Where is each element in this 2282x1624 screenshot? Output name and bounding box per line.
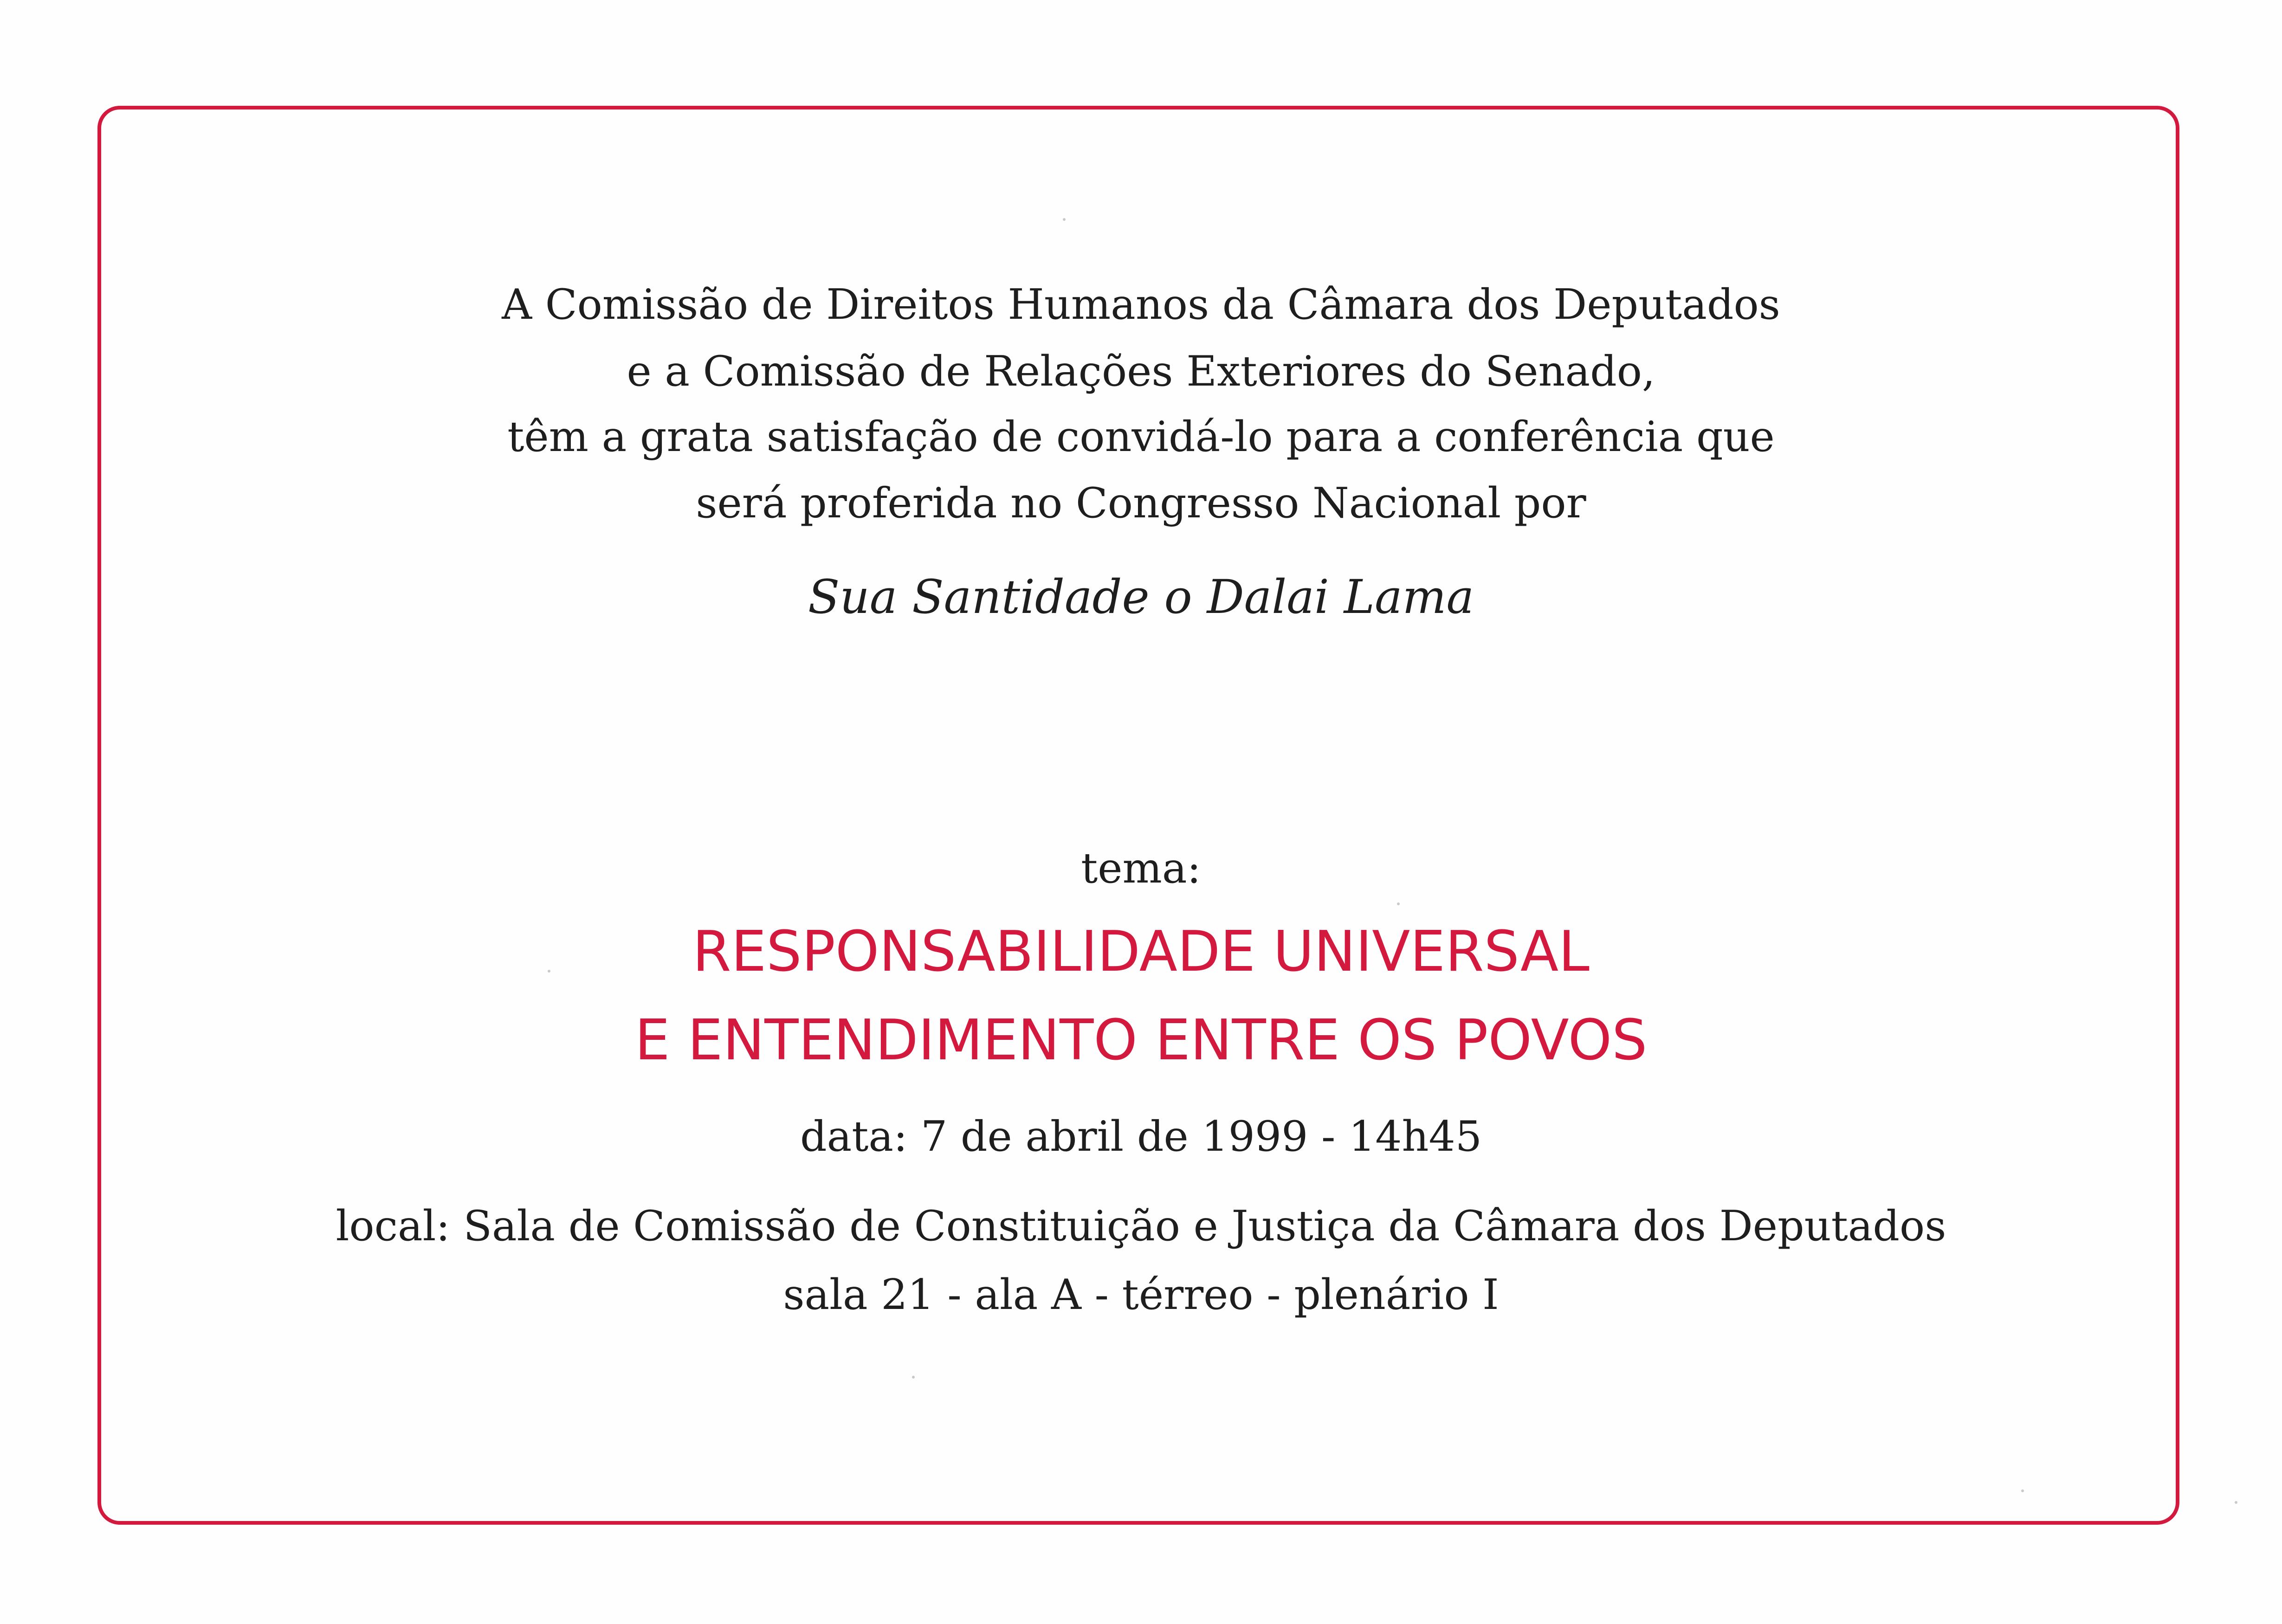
intro-line-2: e a Comissão de Relações Exteriores do Senado, <box>627 347 1655 396</box>
paper-speck <box>1063 218 1066 221</box>
theme-label: tema: <box>1081 844 1201 893</box>
event-location-line-1: local: Sala de Comissão de Constituição e Justiça da Câmara dos Deputados <box>336 1202 1946 1250</box>
paper-speck <box>548 970 550 973</box>
event-location-line-2: sala 21 - ala A - térreo - plenário I <box>783 1270 1499 1319</box>
event-date: data: 7 de abril de 1999 - 14h45 <box>800 1112 1482 1161</box>
intro-line-4: será proferida no Congresso Nacional por <box>696 479 1586 528</box>
paper-speck <box>2235 1501 2237 1504</box>
theme-title-line-1: RESPONSABILIDADE UNIVERSAL <box>692 920 1590 984</box>
honoree-name: Sua Santidade o Dalai Lama <box>808 570 1474 624</box>
intro-line-1: A Comissão de Direitos Humanos da Câmara dos Deputados <box>502 280 1780 329</box>
paper-speck <box>912 1376 915 1379</box>
paper-speck <box>2021 1489 2024 1492</box>
intro-line-3: têm a grata satisfação de convidá-lo para a conferência que <box>507 412 1775 461</box>
theme-title-line-2: E ENTENDIMENTO ENTRE OS POVOS <box>634 1008 1648 1073</box>
paper-speck <box>1397 902 1400 905</box>
